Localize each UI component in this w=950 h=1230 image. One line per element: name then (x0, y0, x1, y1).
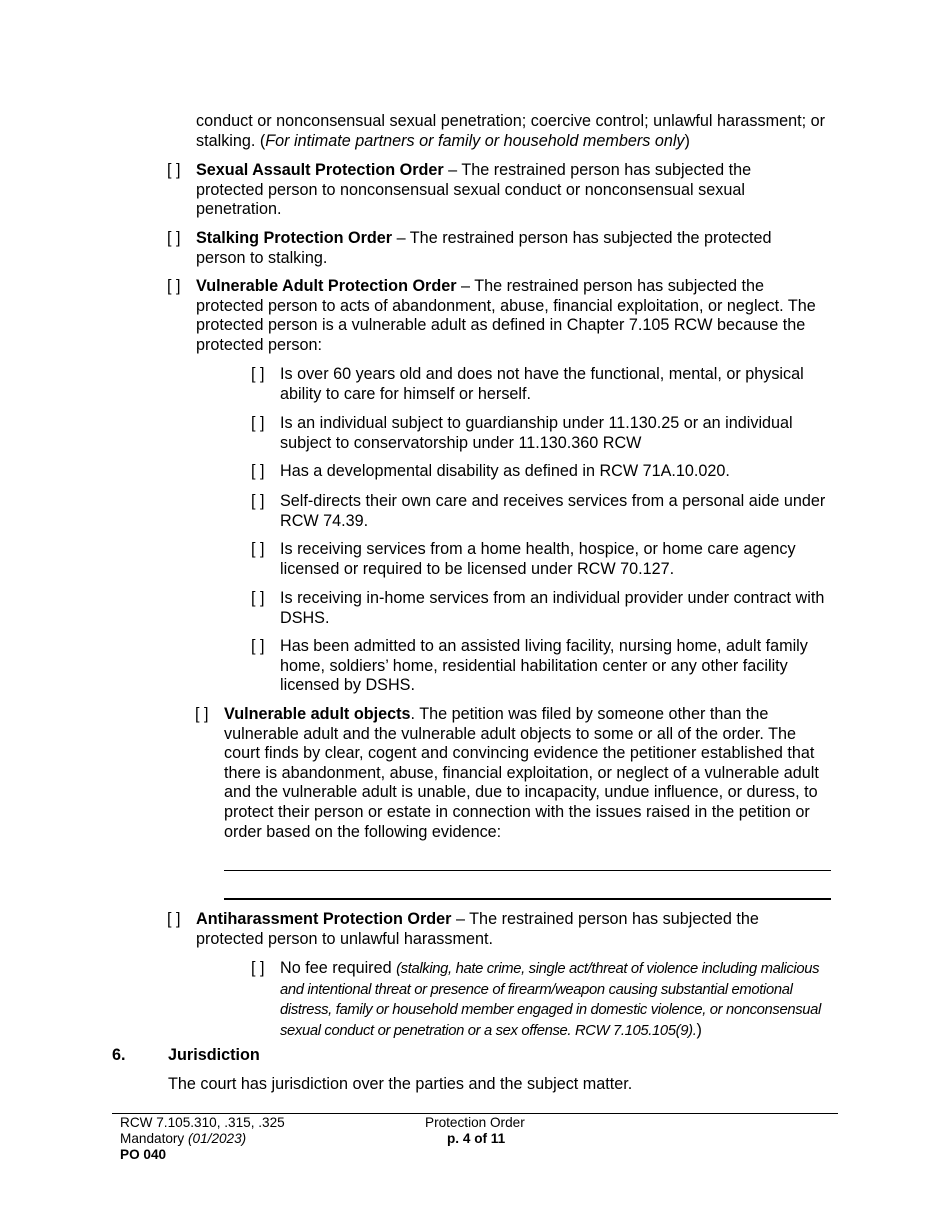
vulnerable-adult-option (167, 277, 826, 355)
intro-close: ) (684, 131, 690, 150)
vulnerable-item-text: Is receiving services from a home health, hospice, or home care agency licensed or required to be licensed under RCW 70.127. (280, 540, 796, 578)
vulnerable-adult-title: Vulnerable Adult Protection Order (196, 277, 457, 295)
intro-paragraph (196, 112, 876, 151)
vulnerable-objects-option (195, 705, 836, 842)
no-fee-checkbox[interactable]: [ ] (251, 959, 265, 977)
antiharassment-title: Antiharassment Protection Order (196, 910, 452, 928)
no-fee-option (251, 959, 840, 1041)
vulnerable-item-text: Is over 60 years old and does not have the functional, mental, or physical ability to care for himself or herself. (280, 365, 804, 403)
vulnerable-item (251, 589, 840, 628)
stalking-checkbox[interactable]: [ ] (167, 229, 181, 247)
no-fee-label: No fee required (280, 959, 397, 977)
vulnerable-item (251, 365, 840, 404)
vulnerable-item-text: Has been admitted to an assisted living facility, nursing home, adult family home, soldiers’ home, residential habilitation center or any other facility licensed by DSHS. (280, 637, 808, 695)
vulnerable-item-checkbox[interactable]: [ ] (251, 540, 265, 558)
vulnerable-item-text: Is an individual subject to guardianship under 11.130.25 or an individual subject to conservatorship under 11.130.360 RCW (280, 414, 793, 452)
footer-form-number: PO 040 (120, 1147, 167, 1162)
footer-divider (112, 1113, 838, 1114)
evidence-line[interactable] (224, 898, 831, 900)
vulnerable-objects-text: . The petition was filed by someone other than the vulnerable adult and the vulnerable adult objects to some or all of the order. The court finds by clear, cogent and convincing evidence the petitioner established that there is abandonment, abuse, financial exploitation, or neglect of a vulnerable adult and the vulnerable adult is unable, due to incapacity, undue influence, or duress, to protect their person or estate in connection with the issues raised in the petition or order based on the following evidence: (224, 705, 819, 841)
footer-mandatory (120, 1131, 246, 1148)
vulnerable-item-checkbox[interactable]: [ ] (251, 589, 265, 607)
antiharassment-option (167, 910, 816, 949)
sexual-assault-text: – The restrained person has subjected the protected person to nonconsensual sexual conduct or nonconsensual sexual penetration. (196, 161, 752, 219)
sexual-assault-option (167, 161, 806, 220)
stalking-option (167, 229, 816, 268)
stalking-text: – The restrained person has subjected the protected person to stalking. (196, 229, 772, 267)
section-heading: Jurisdiction (168, 1046, 260, 1064)
vulnerable-objects-title: Vulnerable adult objects (224, 705, 411, 723)
vulnerable-item (251, 414, 840, 453)
footer-rcw: RCW 7.105.310, .315, .325 (120, 1115, 285, 1130)
sexual-assault-title: Sexual Assault Protection Order (196, 161, 444, 179)
footer-title: Protection Order (425, 1115, 525, 1130)
vulnerable-item-checkbox[interactable]: [ ] (251, 492, 265, 510)
vulnerable-item-text: Has a developmental disability as defined in RCW 71A.10.020. (280, 462, 730, 480)
vulnerable-item-checkbox[interactable]: [ ] (251, 365, 265, 383)
intro-italic: For intimate partners or family or household members only (265, 131, 685, 150)
antiharassment-checkbox[interactable]: [ ] (167, 910, 181, 928)
vulnerable-item-checkbox[interactable]: [ ] (251, 462, 265, 480)
vulnerable-item-text: Self-directs their own care and receives services from a personal aide under RCW 74.39. (280, 492, 826, 530)
vulnerable-adult-checkbox[interactable]: [ ] (167, 277, 181, 295)
footer-date: (01/2023) (188, 1131, 247, 1146)
no-fee-note: (stalking, hate crime, single act/threat of violence including malicious and intentional threat or presence of firearm/weapon causing substantial emotional distress, family or household member engaged in domestic violence, or nonconsensual sexual conduct or penetration or a sex offense. RCW 7.105.105(9). (280, 961, 821, 1039)
evidence-line[interactable] (224, 870, 831, 871)
footer-mandatory-label: Mandatory (120, 1131, 189, 1146)
section-number: 6. (112, 1046, 126, 1064)
intro-text: conduct or nonconsensual sexual penetration; coercive control; unlawful harassment; or stalking. ( (196, 112, 825, 150)
vulnerable-item-checkbox[interactable]: [ ] (251, 637, 265, 655)
no-fee-close: ) (696, 1020, 702, 1039)
vulnerable-adult-text: – The restrained person has subjected the protected person to acts of abandonment, abuse, financial exploitation, or neglect. The protected person is a vulnerable adult as defined in Chapter 7.105 RCW because the protected person: (196, 277, 816, 354)
antiharassment-text: – The restrained person has subjected the protected person to unlawful harassment. (196, 910, 759, 948)
jurisdiction-text: The court has jurisdiction over the parties and the subject matter. (168, 1075, 633, 1093)
vulnerable-item (251, 637, 845, 696)
vulnerable-item (251, 540, 840, 579)
stalking-title: Stalking Protection Order (196, 229, 393, 247)
vulnerable-objects-checkbox[interactable]: [ ] (195, 705, 209, 723)
vulnerable-item-text: Is receiving in-home services from an individual provider under contract with DSHS. (280, 589, 825, 627)
vulnerable-item (251, 492, 840, 531)
footer-page-number: p. 4 of 11 (447, 1131, 506, 1146)
vulnerable-item-checkbox[interactable]: [ ] (251, 414, 265, 432)
sexual-assault-checkbox[interactable]: [ ] (167, 161, 181, 179)
vulnerable-item (251, 462, 840, 482)
